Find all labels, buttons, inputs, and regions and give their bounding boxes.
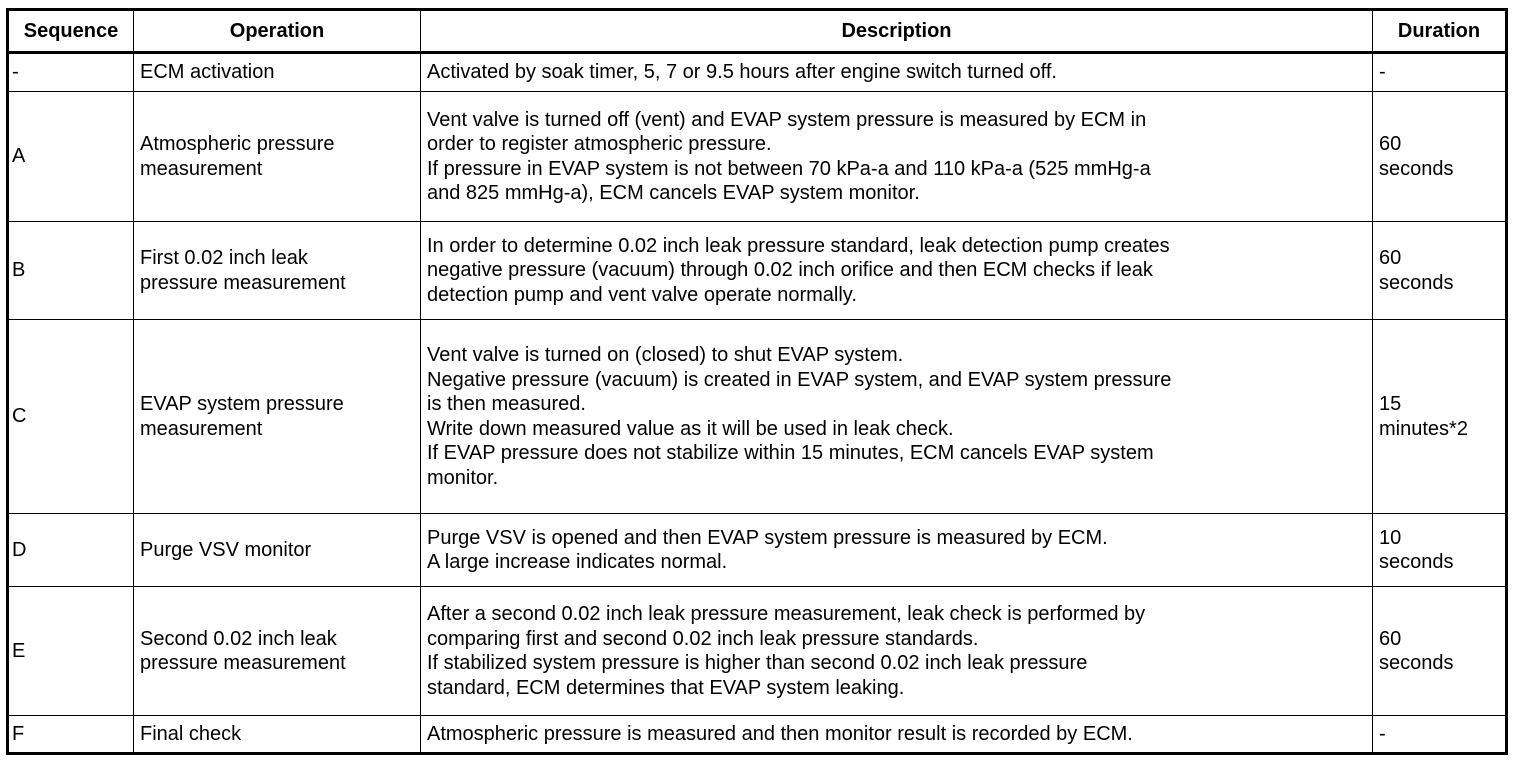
description-cell [421, 716, 1373, 754]
duration-line: 60 [1379, 247, 1402, 269]
duration-cell [1373, 53, 1507, 92]
description-cell [421, 587, 1373, 716]
evap-monitor-sequence-table [6, 8, 1508, 755]
operation-cell [134, 514, 421, 587]
description-line: Activated by soak timer, 5, 7 or 9.5 hours after engine switch turned off. [427, 61, 1057, 84]
sequence-cell: C [8, 320, 134, 514]
description-line: negative pressure (vacuum) through 0.02 inch orifice and then ECM checks if leak [427, 259, 1153, 282]
description-line: In order to determine 0.02 inch leak pressure standard, leak detection pump creates [427, 234, 1170, 257]
table-row [8, 320, 1507, 514]
operation-line: measurement [140, 417, 263, 440]
operation-line: First 0.02 inch leak [140, 247, 308, 269]
table-row [8, 587, 1507, 716]
operation-cell [134, 222, 421, 320]
description-line: After a second 0.02 inch leak pressure measurement, leak check is performed by [427, 603, 1146, 625]
operation-cell [134, 587, 421, 716]
duration-cell [1373, 92, 1507, 222]
header-description: Description [421, 10, 1373, 53]
duration-line: 60 [1379, 133, 1402, 155]
operation-line: Second 0.02 inch leak [140, 627, 337, 650]
description-line: detection pump and vent valve operate normally. [427, 283, 857, 306]
table-body [8, 53, 1507, 754]
description-line: monitor. [427, 466, 499, 489]
description-line: If EVAP pressure does not stabilize within 15 minutes, ECM cancels EVAP system [427, 442, 1154, 464]
description-line: standard, ECM determines that EVAP system leaking. [427, 676, 905, 699]
duration-line: minutes*2 [1379, 417, 1468, 440]
duration-cell [1373, 222, 1507, 320]
operation-cell [134, 92, 421, 222]
operation-line: pressure measurement [140, 652, 346, 674]
description-line: Atmospheric pressure is measured and then monitor result is recorded by ECM. [427, 722, 1133, 745]
sequence-cell: F [8, 716, 134, 754]
description-line: If pressure in EVAP system is not between 70 kPa-a and 110 kPa-a (525 mmHg-a [427, 157, 1151, 180]
sequence-cell: B [8, 222, 134, 320]
description-cell [421, 514, 1373, 587]
description-cell [421, 53, 1373, 92]
table-header [8, 10, 1507, 53]
operation-cell [134, 716, 421, 754]
duration-cell [1373, 514, 1507, 587]
description-line: Negative pressure (vacuum) is created in EVAP system, and EVAP system pressure [427, 368, 1172, 391]
table-row [8, 222, 1507, 320]
description-line: Purge VSV is opened and then EVAP system pressure is measured by ECM. [427, 526, 1108, 549]
duration-cell [1373, 716, 1507, 754]
duration-line: 10 [1379, 526, 1402, 549]
table-row [8, 514, 1507, 587]
operation-line: Final check [140, 722, 242, 745]
operation-line: Purge VSV monitor [140, 538, 312, 561]
table-row [8, 53, 1507, 92]
description-line: A large increase indicates normal. [427, 551, 728, 573]
sequence-cell: D [8, 514, 134, 587]
sequence-cell: A [8, 92, 134, 222]
description-cell [421, 222, 1373, 320]
duration-line: seconds [1379, 551, 1454, 573]
sequence-cell: E [8, 587, 134, 716]
evap-monitor-table-container [6, 8, 1505, 755]
duration-line: - [1379, 61, 1386, 84]
description-line: comparing first and second 0.02 inch leak pressure standards. [427, 627, 979, 650]
duration-line: seconds [1379, 652, 1454, 674]
duration-line: - [1379, 722, 1386, 745]
operation-line: pressure measurement [140, 271, 346, 294]
operation-cell [134, 320, 421, 514]
duration-line: 60 [1379, 627, 1402, 650]
description-line: order to register atmospheric pressure. [427, 133, 772, 155]
header-sequence: Sequence [8, 10, 134, 53]
duration-cell [1373, 320, 1507, 514]
header-duration: Duration [1373, 10, 1507, 53]
operation-line: ECM activation [140, 61, 275, 84]
duration-line: 15 [1379, 393, 1402, 415]
description-line: Write down measured value as it will be used in leak check. [427, 417, 954, 440]
duration-line: seconds [1379, 157, 1454, 180]
duration-line: seconds [1379, 271, 1454, 294]
duration-cell [1373, 587, 1507, 716]
header-operation: Operation [134, 10, 421, 53]
table-row [8, 716, 1507, 754]
description-line: If stabilized system pressure is higher than second 0.02 inch leak pressure [427, 652, 1088, 674]
description-cell [421, 320, 1373, 514]
operation-line: EVAP system pressure [140, 393, 344, 415]
description-line: is then measured. [427, 393, 586, 415]
table-row [8, 92, 1507, 222]
description-line: Vent valve is turned on (closed) to shut EVAP system. [427, 344, 904, 366]
sequence-cell: - [8, 53, 134, 92]
description-line: Vent valve is turned off (vent) and EVAP system pressure is measured by ECM in [427, 108, 1147, 131]
header-row [8, 10, 1507, 53]
description-line: and 825 mmHg-a), ECM cancels EVAP system monitor. [427, 182, 920, 204]
operation-line: Atmospheric pressure [140, 133, 335, 155]
operation-cell [134, 53, 421, 92]
operation-line: measurement [140, 157, 263, 180]
description-cell [421, 92, 1373, 222]
